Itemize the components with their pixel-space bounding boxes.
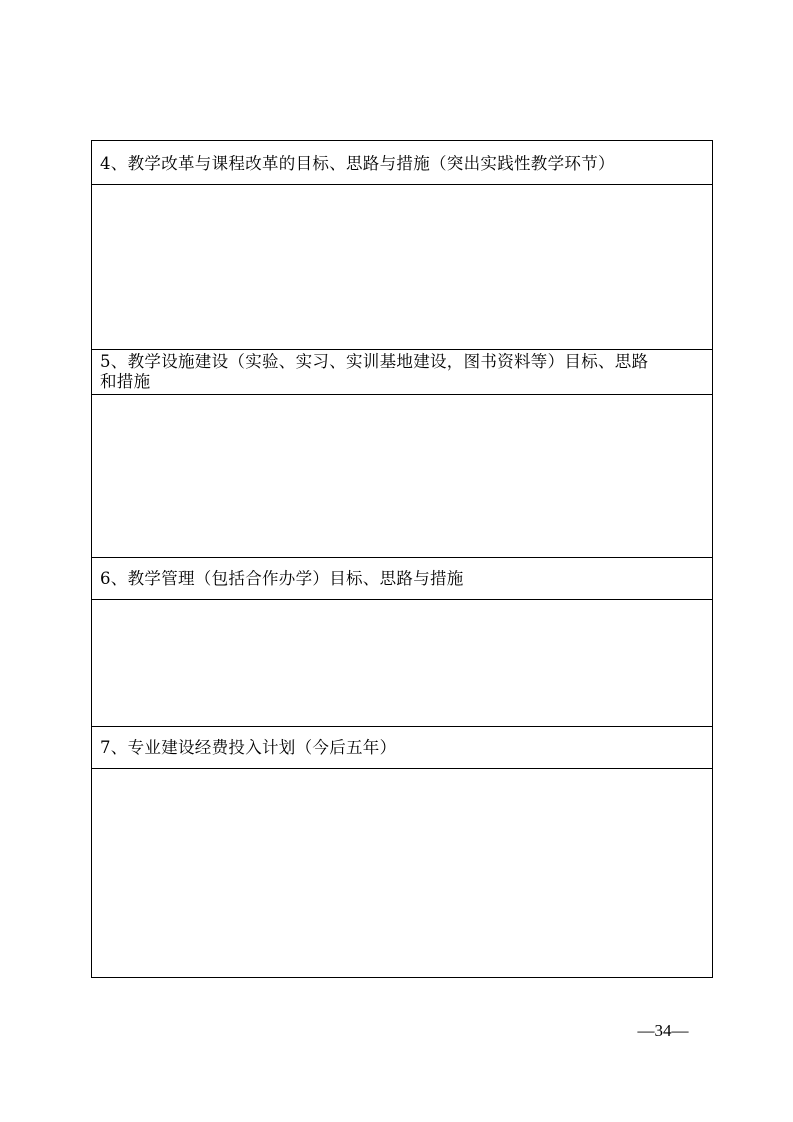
section-4-content-area[interactable] xyxy=(92,185,712,350)
row-divider xyxy=(92,557,712,558)
form-table xyxy=(91,140,713,978)
section-5-heading xyxy=(100,352,704,392)
section-4-heading: 4、教学改革与课程改革的目标、思路与措施（突出实践性教学环节） xyxy=(100,154,615,173)
section-7-content-area[interactable] xyxy=(92,769,712,976)
row-divider xyxy=(92,726,712,727)
section-6-content-area[interactable] xyxy=(92,600,712,726)
section-5-heading-line-2: 和措施 xyxy=(100,372,151,391)
section-6-heading: 6、教学管理（包括合作办学）目标、思路与措施 xyxy=(100,569,464,588)
row-divider xyxy=(92,349,712,350)
section-5-heading-line-1: 5、教学设施建设（实验、实习、实训基地建设，图书资料等）目标、思路 xyxy=(100,352,649,371)
page-number: —34— xyxy=(637,1021,689,1040)
section-7-heading: 7、专业建设经费投入计划（今后五年） xyxy=(100,738,397,757)
section-5-content-area[interactable] xyxy=(92,395,712,557)
